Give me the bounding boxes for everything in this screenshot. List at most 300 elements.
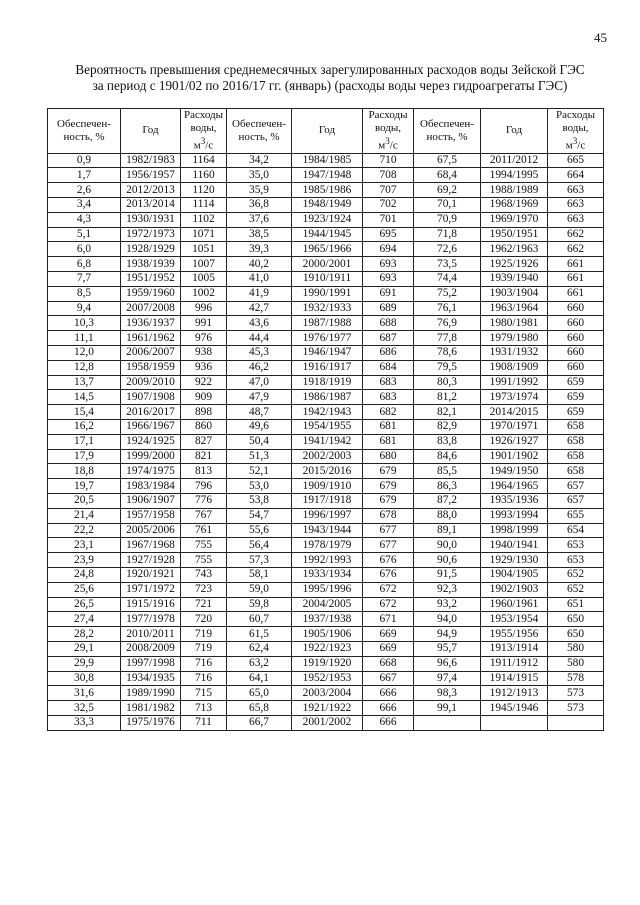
probability-cell: 53,8 bbox=[227, 493, 292, 508]
year-cell: 1933/1934 bbox=[292, 567, 363, 582]
flow-cell: 1114 bbox=[181, 198, 227, 213]
year-cell: 1993/1994 bbox=[481, 508, 548, 523]
flow-cell: 689 bbox=[363, 301, 414, 316]
probability-cell: 9,4 bbox=[48, 301, 121, 316]
flow-cell: 708 bbox=[363, 168, 414, 183]
probability-cell: 59,0 bbox=[227, 582, 292, 597]
flow-cell: 667 bbox=[363, 671, 414, 686]
probability-cell: 90,6 bbox=[414, 553, 481, 568]
probability-cell: 62,4 bbox=[227, 641, 292, 656]
table-row bbox=[48, 612, 604, 627]
year-cell: 1915/1916 bbox=[121, 597, 181, 612]
flow-cell: 707 bbox=[363, 183, 414, 198]
probability-cell: 95,7 bbox=[414, 641, 481, 656]
flow-cell: 684 bbox=[363, 360, 414, 375]
probability-cell: 81,2 bbox=[414, 390, 481, 405]
flow-cell: 657 bbox=[548, 493, 604, 508]
probability-cell: 59,8 bbox=[227, 597, 292, 612]
probability-cell: 25,6 bbox=[48, 582, 121, 597]
year-cell: 1922/1923 bbox=[292, 641, 363, 656]
year-cell: 1975/1976 bbox=[121, 715, 181, 730]
year-cell: 1970/1971 bbox=[481, 420, 548, 435]
year-cell: 1966/1967 bbox=[121, 420, 181, 435]
flow-cell: 660 bbox=[548, 301, 604, 316]
table-row bbox=[48, 331, 604, 346]
probability-cell: 48,7 bbox=[227, 405, 292, 420]
table-row bbox=[48, 242, 604, 257]
flow-cell: 672 bbox=[363, 582, 414, 597]
probability-cell: 44,4 bbox=[227, 331, 292, 346]
probability-cell: 60,7 bbox=[227, 612, 292, 627]
flow-cell: 681 bbox=[363, 420, 414, 435]
year-cell: 1956/1957 bbox=[121, 168, 181, 183]
flow-cell: 663 bbox=[548, 212, 604, 227]
probability-cell: 91,5 bbox=[414, 567, 481, 582]
probability-cell: 16,2 bbox=[48, 420, 121, 435]
probability-cell: 35,0 bbox=[227, 168, 292, 183]
flow-cell: 672 bbox=[363, 597, 414, 612]
table-row bbox=[48, 582, 604, 597]
flow-cell: 743 bbox=[181, 567, 227, 582]
probability-cell: 50,4 bbox=[227, 434, 292, 449]
probability-cell: 96,6 bbox=[414, 656, 481, 671]
probability-cell: 99,1 bbox=[414, 701, 481, 716]
header-probability: Обеспечен- ность, % bbox=[227, 109, 292, 154]
probability-cell: 49,6 bbox=[227, 420, 292, 435]
table-row bbox=[48, 479, 604, 494]
year-cell: 2010/2011 bbox=[121, 627, 181, 642]
table-row bbox=[48, 272, 604, 287]
flow-cell: 677 bbox=[363, 538, 414, 553]
flow-cell: 661 bbox=[548, 257, 604, 272]
header-flow: Расходы воды, $м^3/с$ bbox=[363, 109, 414, 154]
probability-cell: 61,5 bbox=[227, 627, 292, 642]
year-cell: 1904/1905 bbox=[481, 567, 548, 582]
flow-cell: 679 bbox=[363, 464, 414, 479]
table-row bbox=[48, 212, 604, 227]
year-cell: 1925/1926 bbox=[481, 257, 548, 272]
year-cell: 1906/1907 bbox=[121, 493, 181, 508]
header-row bbox=[48, 109, 604, 154]
flow-cell: 669 bbox=[363, 627, 414, 642]
year-cell: 2008/2009 bbox=[121, 641, 181, 656]
probability-cell: 90,0 bbox=[414, 538, 481, 553]
probability-cell: 73,5 bbox=[414, 257, 481, 272]
flow-cell: 1002 bbox=[181, 286, 227, 301]
flow-cell: 677 bbox=[363, 523, 414, 538]
year-cell: 1958/1959 bbox=[121, 360, 181, 375]
table-row bbox=[48, 405, 604, 420]
flow-cell: 679 bbox=[363, 493, 414, 508]
year-cell: 1957/1958 bbox=[121, 508, 181, 523]
probability-cell: 56,4 bbox=[227, 538, 292, 553]
probability-cell: 21,4 bbox=[48, 508, 121, 523]
probability-cell: 47,0 bbox=[227, 375, 292, 390]
table-row bbox=[48, 567, 604, 582]
year-cell: 1910/1911 bbox=[292, 272, 363, 287]
year-cell: 1937/1938 bbox=[292, 612, 363, 627]
flow-cell: 688 bbox=[363, 316, 414, 331]
flow-cell: 694 bbox=[363, 242, 414, 257]
flow-cell: 686 bbox=[363, 346, 414, 361]
flow-cell: 654 bbox=[548, 523, 604, 538]
flow-cell: 662 bbox=[548, 227, 604, 242]
probability-cell: 35,9 bbox=[227, 183, 292, 198]
year-cell: 2016/2017 bbox=[121, 405, 181, 420]
table-row bbox=[48, 627, 604, 642]
probability-cell: 71,8 bbox=[414, 227, 481, 242]
flow-cell: 660 bbox=[548, 316, 604, 331]
year-cell: 1980/1981 bbox=[481, 316, 548, 331]
probability-cell: 82,9 bbox=[414, 420, 481, 435]
year-cell: 1971/1972 bbox=[121, 582, 181, 597]
probability-cell bbox=[414, 715, 481, 730]
table-row bbox=[48, 168, 604, 183]
year-cell: 2009/2010 bbox=[121, 375, 181, 390]
flow-cell: 658 bbox=[548, 420, 604, 435]
year-cell: 1962/1963 bbox=[481, 242, 548, 257]
probability-cell: 36,8 bbox=[227, 198, 292, 213]
year-cell: 1994/1995 bbox=[481, 168, 548, 183]
table-row bbox=[48, 553, 604, 568]
flow-cell: 1160 bbox=[181, 168, 227, 183]
flow-cell: 659 bbox=[548, 375, 604, 390]
table-row bbox=[48, 420, 604, 435]
header-year: Год bbox=[292, 109, 363, 154]
probability-cell: 29,1 bbox=[48, 641, 121, 656]
probability-cell: 86,3 bbox=[414, 479, 481, 494]
probability-cell: 8,5 bbox=[48, 286, 121, 301]
year-cell: 1953/1954 bbox=[481, 612, 548, 627]
table-row bbox=[48, 656, 604, 671]
year-cell: 1978/1979 bbox=[292, 538, 363, 553]
table-row bbox=[48, 227, 604, 242]
probability-cell: 98,3 bbox=[414, 686, 481, 701]
flow-cell: 659 bbox=[548, 405, 604, 420]
probability-cell: 52,1 bbox=[227, 464, 292, 479]
year-cell: 1934/1935 bbox=[121, 671, 181, 686]
probability-cell: 33,3 bbox=[48, 715, 121, 730]
header-year: Год bbox=[121, 109, 181, 154]
year-cell: 2002/2003 bbox=[292, 449, 363, 464]
probability-cell: 37,6 bbox=[227, 212, 292, 227]
year-cell: 1954/1955 bbox=[292, 420, 363, 435]
probability-cell: 46,2 bbox=[227, 360, 292, 375]
probability-cell: 88,0 bbox=[414, 508, 481, 523]
page-number: 45 bbox=[594, 30, 607, 45]
probability-cell: 67,5 bbox=[414, 153, 481, 168]
year-cell: 1961/1962 bbox=[121, 331, 181, 346]
probability-cell: 4,3 bbox=[48, 212, 121, 227]
table-row bbox=[48, 257, 604, 272]
flow-cell: 661 bbox=[548, 272, 604, 287]
flow-cell: 652 bbox=[548, 582, 604, 597]
flow-cell: 713 bbox=[181, 701, 227, 716]
flow-cell: 666 bbox=[363, 715, 414, 730]
year-cell: 1917/1918 bbox=[292, 493, 363, 508]
year-cell: 1988/1989 bbox=[481, 183, 548, 198]
probability-cell: 26,5 bbox=[48, 597, 121, 612]
year-cell: 1943/1944 bbox=[292, 523, 363, 538]
year-cell: 1995/1996 bbox=[292, 582, 363, 597]
year-cell: 2003/2004 bbox=[292, 686, 363, 701]
probability-cell: 51,3 bbox=[227, 449, 292, 464]
flow-cell: 666 bbox=[363, 686, 414, 701]
flow-cell: 710 bbox=[363, 153, 414, 168]
year-cell: 1963/1964 bbox=[481, 301, 548, 316]
probability-cell: 58,1 bbox=[227, 567, 292, 582]
probability-table bbox=[47, 108, 604, 731]
probability-cell: 11,1 bbox=[48, 331, 121, 346]
probability-cell: 29,9 bbox=[48, 656, 121, 671]
year-cell: 1983/1984 bbox=[121, 479, 181, 494]
table-row bbox=[48, 390, 604, 405]
year-cell: 1949/1950 bbox=[481, 464, 548, 479]
probability-cell: 3,4 bbox=[48, 198, 121, 213]
probability-cell: 30,8 bbox=[48, 671, 121, 686]
probability-cell: 76,9 bbox=[414, 316, 481, 331]
probability-cell: 75,2 bbox=[414, 286, 481, 301]
table-row bbox=[48, 153, 604, 168]
flow-cell: 661 bbox=[548, 286, 604, 301]
flow-cell bbox=[548, 715, 604, 730]
year-cell: 1944/1945 bbox=[292, 227, 363, 242]
probability-cell: 10,3 bbox=[48, 316, 121, 331]
probability-cell: 6,8 bbox=[48, 257, 121, 272]
probability-cell: 39,3 bbox=[227, 242, 292, 257]
year-cell: 1990/1991 bbox=[292, 286, 363, 301]
year-cell: 1965/1966 bbox=[292, 242, 363, 257]
year-cell: 2005/2006 bbox=[121, 523, 181, 538]
probability-cell: 34,2 bbox=[227, 153, 292, 168]
probability-cell: 87,2 bbox=[414, 493, 481, 508]
year-cell: 1999/2000 bbox=[121, 449, 181, 464]
table-row bbox=[48, 508, 604, 523]
probability-cell: 17,9 bbox=[48, 449, 121, 464]
flow-cell: 657 bbox=[548, 479, 604, 494]
year-cell: 1960/1961 bbox=[481, 597, 548, 612]
probability-cell: 89,1 bbox=[414, 523, 481, 538]
flow-cell: 662 bbox=[548, 242, 604, 257]
probability-cell: 68,4 bbox=[414, 168, 481, 183]
flow-cell: 580 bbox=[548, 641, 604, 656]
table-row bbox=[48, 346, 604, 361]
year-cell: 2015/2016 bbox=[292, 464, 363, 479]
flow-cell: 668 bbox=[363, 656, 414, 671]
flow-cell: 573 bbox=[548, 701, 604, 716]
flow-cell: 1051 bbox=[181, 242, 227, 257]
year-cell: 1985/1986 bbox=[292, 183, 363, 198]
flow-cell: 936 bbox=[181, 360, 227, 375]
flow-cell: 938 bbox=[181, 346, 227, 361]
probability-cell: 32,5 bbox=[48, 701, 121, 716]
probability-cell: 1,7 bbox=[48, 168, 121, 183]
probability-cell: 40,2 bbox=[227, 257, 292, 272]
year-cell: 1967/1968 bbox=[121, 538, 181, 553]
year-cell: 1998/1999 bbox=[481, 523, 548, 538]
year-cell: 2007/2008 bbox=[121, 301, 181, 316]
probability-cell: 53,0 bbox=[227, 479, 292, 494]
probability-cell: 70,9 bbox=[414, 212, 481, 227]
table-row bbox=[48, 316, 604, 331]
flow-cell: 716 bbox=[181, 671, 227, 686]
year-cell: 1927/1928 bbox=[121, 553, 181, 568]
flow-cell: 776 bbox=[181, 493, 227, 508]
probability-cell: 19,7 bbox=[48, 479, 121, 494]
probability-cell: 69,2 bbox=[414, 183, 481, 198]
probability-cell: 55,6 bbox=[227, 523, 292, 538]
flow-cell: 860 bbox=[181, 420, 227, 435]
probability-cell: 77,8 bbox=[414, 331, 481, 346]
flow-cell: 573 bbox=[548, 686, 604, 701]
year-cell: 1919/1920 bbox=[292, 656, 363, 671]
flow-cell: 755 bbox=[181, 538, 227, 553]
table-row bbox=[48, 360, 604, 375]
year-cell: 1950/1951 bbox=[481, 227, 548, 242]
header-probability: Обеспечен- ность, % bbox=[48, 109, 121, 154]
year-cell: 1909/1910 bbox=[292, 479, 363, 494]
year-cell: 1968/1969 bbox=[481, 198, 548, 213]
table-row bbox=[48, 183, 604, 198]
table-row bbox=[48, 538, 604, 553]
flow-cell: 711 bbox=[181, 715, 227, 730]
year-cell: 1930/1931 bbox=[121, 212, 181, 227]
year-cell: 1973/1974 bbox=[481, 390, 548, 405]
flow-cell: 681 bbox=[363, 434, 414, 449]
year-cell: 2012/2013 bbox=[121, 183, 181, 198]
year-cell: 2011/2012 bbox=[481, 153, 548, 168]
flow-cell: 1007 bbox=[181, 257, 227, 272]
year-cell: 1951/1952 bbox=[121, 272, 181, 287]
probability-cell: 27,4 bbox=[48, 612, 121, 627]
document-title bbox=[40, 62, 620, 94]
flow-cell: 650 bbox=[548, 612, 604, 627]
flow-cell: 671 bbox=[363, 612, 414, 627]
probability-cell: 38,5 bbox=[227, 227, 292, 242]
flow-cell: 991 bbox=[181, 316, 227, 331]
flow-cell: 666 bbox=[363, 701, 414, 716]
flow-cell: 669 bbox=[363, 641, 414, 656]
probability-cell: 57,3 bbox=[227, 553, 292, 568]
year-cell: 1952/1953 bbox=[292, 671, 363, 686]
flow-cell: 665 bbox=[548, 153, 604, 168]
probability-cell: 92,3 bbox=[414, 582, 481, 597]
flow-cell: 660 bbox=[548, 331, 604, 346]
year-cell: 1901/1902 bbox=[481, 449, 548, 464]
year-cell: 1959/1960 bbox=[121, 286, 181, 301]
flow-cell: 650 bbox=[548, 627, 604, 642]
probability-cell: 43,6 bbox=[227, 316, 292, 331]
header-probability: Обеспечен- ность, % bbox=[414, 109, 481, 154]
year-cell bbox=[481, 715, 548, 730]
table-row bbox=[48, 641, 604, 656]
year-cell: 2001/2002 bbox=[292, 715, 363, 730]
year-cell: 1905/1906 bbox=[292, 627, 363, 642]
flow-cell: 663 bbox=[548, 183, 604, 198]
flow-cell: 680 bbox=[363, 449, 414, 464]
title-line-1: Вероятность превышения среднемесячных зарегулированных расходов воды Зейской ГЭС bbox=[75, 62, 585, 77]
flow-cell: 1071 bbox=[181, 227, 227, 242]
flow-cell: 679 bbox=[363, 479, 414, 494]
year-cell: 2000/2001 bbox=[292, 257, 363, 272]
flow-cell: 676 bbox=[363, 567, 414, 582]
flow-cell: 719 bbox=[181, 641, 227, 656]
year-cell: 1923/1924 bbox=[292, 212, 363, 227]
probability-cell: 41,0 bbox=[227, 272, 292, 287]
probability-cell: 79,5 bbox=[414, 360, 481, 375]
flow-cell: 664 bbox=[548, 168, 604, 183]
year-cell: 1955/1956 bbox=[481, 627, 548, 642]
flow-cell: 683 bbox=[363, 390, 414, 405]
year-cell: 1969/1970 bbox=[481, 212, 548, 227]
flow-cell: 693 bbox=[363, 257, 414, 272]
table-row bbox=[48, 715, 604, 730]
probability-cell: 15,4 bbox=[48, 405, 121, 420]
probability-cell: 72,6 bbox=[414, 242, 481, 257]
year-cell: 1902/1903 bbox=[481, 582, 548, 597]
year-cell: 1921/1922 bbox=[292, 701, 363, 716]
probability-cell: 42,7 bbox=[227, 301, 292, 316]
year-cell: 1926/1927 bbox=[481, 434, 548, 449]
table-row bbox=[48, 301, 604, 316]
flow-cell: 682 bbox=[363, 405, 414, 420]
title-line-2: за период с 1901/02 по 2016/17 гг. (январь) (расходы воды через гидроагрегаты ГЭС) bbox=[92, 78, 568, 93]
flow-cell: 695 bbox=[363, 227, 414, 242]
flow-cell: 976 bbox=[181, 331, 227, 346]
year-cell: 1903/1904 bbox=[481, 286, 548, 301]
probability-cell: 94,0 bbox=[414, 612, 481, 627]
probability-cell: 82,1 bbox=[414, 405, 481, 420]
probability-cell: 54,7 bbox=[227, 508, 292, 523]
header-year: Год bbox=[481, 109, 548, 154]
probability-cell: 78,6 bbox=[414, 346, 481, 361]
table-row bbox=[48, 464, 604, 479]
probability-cell: 28,2 bbox=[48, 627, 121, 642]
flow-cell: 660 bbox=[548, 360, 604, 375]
probability-cell: 12,8 bbox=[48, 360, 121, 375]
header-flow: Расходы воды, $м^3/с$ bbox=[548, 109, 604, 154]
probability-cell: 84,6 bbox=[414, 449, 481, 464]
year-cell: 1947/1948 bbox=[292, 168, 363, 183]
year-cell: 1916/1917 bbox=[292, 360, 363, 375]
probability-cell: 65,8 bbox=[227, 701, 292, 716]
year-cell: 1928/1929 bbox=[121, 242, 181, 257]
year-cell: 1942/1943 bbox=[292, 405, 363, 420]
probability-cell: 97,4 bbox=[414, 671, 481, 686]
probability-cell: 0,9 bbox=[48, 153, 121, 168]
table-body bbox=[48, 153, 604, 730]
flow-cell: 1164 bbox=[181, 153, 227, 168]
probability-cell: 12,0 bbox=[48, 346, 121, 361]
flow-cell: 678 bbox=[363, 508, 414, 523]
year-cell: 1940/1941 bbox=[481, 538, 548, 553]
probability-cell: 17,1 bbox=[48, 434, 121, 449]
flow-cell: 580 bbox=[548, 656, 604, 671]
probability-cell: 24,8 bbox=[48, 567, 121, 582]
year-cell: 1908/1909 bbox=[481, 360, 548, 375]
flow-cell: 755 bbox=[181, 553, 227, 568]
year-cell: 1929/1930 bbox=[481, 553, 548, 568]
flow-cell: 821 bbox=[181, 449, 227, 464]
year-cell: 1972/1973 bbox=[121, 227, 181, 242]
flow-cell: 691 bbox=[363, 286, 414, 301]
flow-cell: 1120 bbox=[181, 183, 227, 198]
year-cell: 1986/1987 bbox=[292, 390, 363, 405]
probability-cell: 7,7 bbox=[48, 272, 121, 287]
flow-cell: 898 bbox=[181, 405, 227, 420]
year-cell: 1974/1975 bbox=[121, 464, 181, 479]
year-cell: 1984/1985 bbox=[292, 153, 363, 168]
